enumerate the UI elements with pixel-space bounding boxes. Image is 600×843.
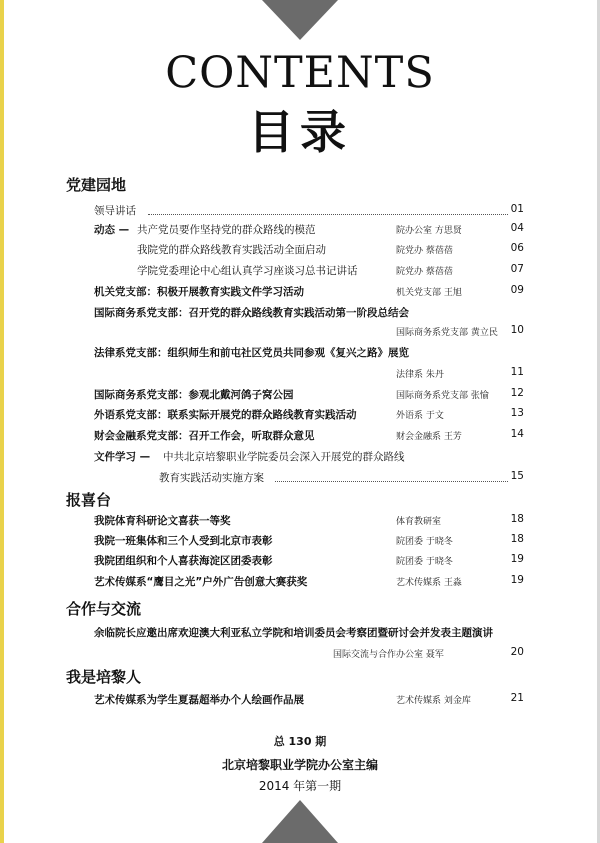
- entry-dept: 院党办 蔡蓓蓓: [396, 246, 453, 256]
- toc-entry-finance-meeting[interactable]: [0, 428, 600, 446]
- entry-title: 我院一班集体和三个人受到北京市表彰: [94, 535, 273, 547]
- entry-title: 外语系党支部：联系实际开展党的群众路线教育实践活动: [94, 409, 357, 421]
- entry-title: 艺术传媒系“鹰目之光”户外广告创意大赛获奖: [94, 576, 308, 588]
- entry-dept: 艺术传媒系 王淼: [396, 578, 462, 588]
- section-title-good-news: 报喜台: [66, 491, 112, 509]
- toc-entry-beijing-honor[interactable]: [0, 533, 600, 551]
- toc-entry-study-group[interactable]: [0, 263, 600, 281]
- entry-page: 14: [510, 428, 524, 440]
- entry-title: 国际商务系党支部：召开党的群众路线教育实践活动第一阶段总结会: [94, 307, 409, 319]
- toc-entry-art-exhibition[interactable]: [0, 692, 600, 710]
- toc-entry-beidaihe-visit[interactable]: [0, 387, 600, 405]
- toc-entry-document-study-cont[interactable]: [0, 470, 600, 488]
- dotted-leader: [148, 214, 508, 215]
- entry-dept: 法律系 朱丹: [396, 370, 444, 380]
- issue-number: 总 130 期: [273, 735, 327, 748]
- entry-page: 18: [510, 513, 524, 525]
- toc-entry-australia-delegation-cont[interactable]: [0, 646, 600, 664]
- entry-prefix: 文件学习 —: [94, 451, 151, 463]
- bottom-triangle-decoration: [262, 800, 338, 843]
- entry-dept: 院团委 于晓冬: [396, 537, 453, 547]
- toc-entry-law-dept-visit[interactable]: [0, 345, 600, 363]
- entry-title: 国际商务系党支部：参观北戴河鸽子窝公园: [94, 389, 294, 401]
- entry-dept: 艺术传媒系 刘金库: [396, 696, 471, 706]
- entry-title: 共产党员要作坚持党的群众路线的模范: [137, 224, 316, 236]
- toc-entry-haidian-honor[interactable]: [0, 553, 600, 571]
- entry-dept: 国际商务系党支部 张愉: [396, 391, 489, 401]
- entry-dept: 外语系 于文: [396, 411, 444, 421]
- entry-page: 12: [510, 387, 524, 399]
- toc-entry-dynamics-model[interactable]: [0, 222, 600, 240]
- toc-entry-law-dept-visit-cont[interactable]: [0, 366, 600, 384]
- entry-page: 09: [510, 284, 524, 296]
- section-title-peili-people: 我是培黎人: [66, 668, 142, 686]
- toc-entry-ad-contest[interactable]: [0, 574, 600, 592]
- entry-dept: 体育教研室: [396, 517, 442, 527]
- toc-entry-campaign-launch[interactable]: [0, 242, 600, 260]
- publisher: 北京培黎职业学院办公室主编: [221, 758, 378, 772]
- entry-page: 18: [510, 533, 524, 545]
- issue-date: 2014 年第一期: [258, 779, 342, 793]
- entry-dept: 国际商务系党支部 黄立民: [396, 328, 498, 338]
- toc-entry-intl-business-summary-cont[interactable]: [0, 324, 600, 342]
- entry-title: 我院党的群众路线教育实践活动全面启动: [137, 244, 326, 256]
- entry-dept: 国际交流与合作办公室 聂军: [333, 650, 444, 660]
- entry-title: 教育实践活动实施方案: [159, 472, 264, 484]
- entry-title: 艺术传媒系为学生夏磊超举办个人绘画作品展: [94, 694, 304, 706]
- entry-title: 学院党委理论中心组认真学习座谈习总书记讲话: [137, 265, 358, 277]
- toc-entry-document-study[interactable]: [0, 449, 600, 467]
- entry-page: 07: [510, 263, 524, 275]
- entry-page: 04: [510, 222, 524, 234]
- entry-page: 15: [510, 470, 524, 482]
- entry-title: 机关党支部：积极开展教育实践文件学习活动: [94, 286, 304, 298]
- entry-dept: 机关党支部 王旭: [396, 288, 462, 298]
- entry-title: 财会金融系党支部：召开工作会，听取群众意见: [94, 430, 315, 442]
- entry-dept: 院团委 于晓冬: [396, 557, 453, 567]
- entry-page: 06: [510, 242, 524, 254]
- entry-title: 我院团组织和个人喜获海淀区团委表彰: [94, 555, 273, 567]
- entry-page: 10: [510, 324, 524, 336]
- entry-page: 11: [510, 366, 524, 378]
- top-triangle-decoration: [262, 0, 338, 40]
- entry-title: 中共北京培黎职业学院委员会深入开展党的群众路线: [163, 451, 405, 463]
- entry-page: 13: [510, 407, 524, 419]
- entry-title: 我院体育科研论文喜获一等奖: [94, 515, 231, 527]
- dotted-leader: [275, 481, 508, 482]
- entry-page: 20: [510, 646, 524, 658]
- toc-entry-leader-speech[interactable]: [0, 203, 600, 221]
- entry-prefix: 动态 —: [94, 224, 130, 236]
- entry-page: 19: [510, 553, 524, 565]
- entry-title: 领导讲话: [94, 205, 136, 217]
- entry-page: 21: [510, 692, 524, 704]
- section-title-cooperation: 合作与交流: [66, 600, 142, 618]
- toc-entry-intl-business-summary[interactable]: [0, 305, 600, 323]
- mulu-heading: 目录: [248, 105, 352, 159]
- toc-entry-pe-paper-award[interactable]: [0, 513, 600, 531]
- entry-title: 余临院长应邀出席欢迎澳大利亚私立学院和培训委员会考察团暨研讨会并发表主题演讲: [94, 627, 493, 639]
- entry-dept: 财会金融系 王芳: [396, 432, 462, 442]
- entry-dept: 院办公室 方思贤: [396, 226, 462, 236]
- entry-page: 19: [510, 574, 524, 586]
- section-title-party-building: 党建园地: [66, 176, 127, 194]
- entry-page: 01: [510, 203, 524, 215]
- entry-dept: 院党办 蔡蓓蓓: [396, 267, 453, 277]
- toc-entry-foreign-lang[interactable]: [0, 407, 600, 425]
- entry-title: 法律系党支部：组织师生和前屯社区党员共同参观《复兴之路》展览: [94, 347, 409, 359]
- toc-entry-office-branch[interactable]: [0, 284, 600, 302]
- contents-heading: CONTENTS: [165, 48, 435, 98]
- toc-entry-australia-delegation[interactable]: [0, 625, 600, 643]
